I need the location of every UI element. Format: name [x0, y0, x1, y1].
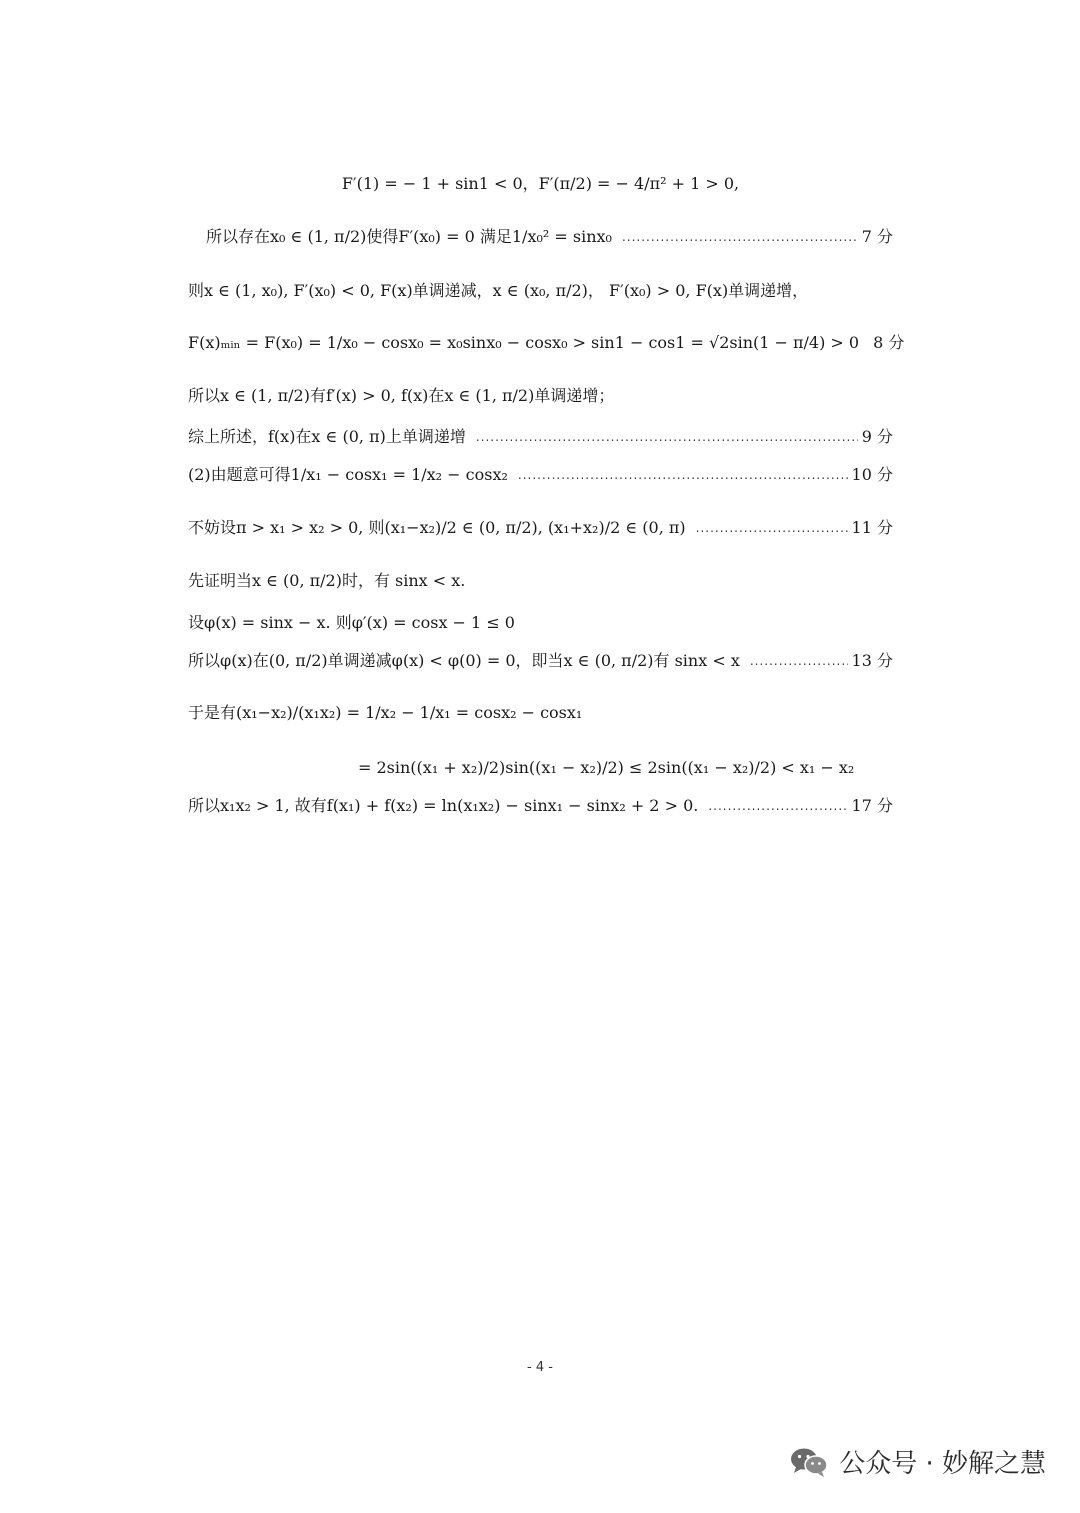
- leader-dots: [708, 796, 847, 816]
- watermark: [789, 1443, 1046, 1480]
- score-label: 10 分: [851, 465, 893, 484]
- wechat-icon: [789, 1446, 829, 1478]
- leader-dots: [476, 427, 858, 447]
- solution-line: F′(1) = − 1 + sin1 < 0，F′(π/2) = − 4/π² + 1 > 0,: [341, 174, 740, 193]
- solution-line: 所以φ(x)在(0, π/2)单调递减φ(x) < φ(0) = 0，即当x ∈ (0, π/2)有 sinx < x ..... 13 分: [188, 651, 893, 671]
- leader-dots: [696, 518, 848, 538]
- solution-line: F(x)ₘᵢₙ = F(x₀) = 1/x₀ − cosx₀ = x₀sinx₀ − cosx₀ > sin1 − cos1 = √2sin(1 − π/4) > 0 8 分: [188, 333, 905, 352]
- solution-line: 不妨设π > x₁ > x₂ > 0, 则(x₁−x₂)/2 ∈ (0, π/2), (x₁+x₂)/2 ∈ (0, π) ..... 11 分: [188, 518, 893, 538]
- page-number: - 4 -: [527, 1360, 553, 1375]
- leader-dots: [622, 227, 858, 247]
- solution-line: 所以x ∈ (1, π/2)有f′(x) > 0, f(x)在x ∈ (1, π/2)单调递增；: [188, 386, 615, 405]
- score-label: 17 分: [851, 796, 893, 815]
- solution-line: 所以x₁x₂ > 1, 故有f(x₁) + f(x₂) = ln(x₁x₂) − sinx₁ − sinx₂ + 2 > 0. ..... 17 分: [188, 796, 893, 816]
- solution-line: = 2sin((x₁ + x₂)/2)sin((x₁ − x₂)/2) ≤ 2sin((x₁ − x₂)/2) < x₁ − x₂: [358, 758, 855, 777]
- solution-line: 综上所述，f(x)在x ∈ (0, π)上单调递增 ..... 9 分: [188, 427, 893, 447]
- watermark-text: 公众号 · 妙解之慧: [839, 1449, 1046, 1479]
- score-label: 8 分: [873, 333, 905, 352]
- score-label: 13 分: [851, 651, 893, 670]
- solution-line: 先证明当x ∈ (0, π/2)时，有 sinx < x.: [188, 571, 466, 590]
- solution-line: 设φ(x) = sinx − x. 则φ′(x) = cosx − 1 ≤ 0: [188, 613, 515, 632]
- solution-line: 所以存在x₀ ∈ (1, π/2)使得F′(x₀) = 0 满足1/x₀² = sinx₀ ..... 7 分: [206, 227, 893, 247]
- score-label: 9 分: [861, 427, 893, 446]
- score-label: 11 分: [851, 518, 893, 537]
- leader-dots: [750, 651, 848, 671]
- leader-dots: [518, 465, 848, 485]
- score-label: 7 分: [861, 227, 893, 246]
- solution-line: 则x ∈ (1, x₀), F′(x₀) < 0, F(x)单调递减，x ∈ (x₀, π/2)， F′(x₀) > 0, F(x)单调递增，: [188, 281, 809, 300]
- solution-line: 于是有(x₁−x₂)/(x₁x₂) = 1/x₂ − 1/x₁ = cosx₂ − cosx₁: [188, 703, 583, 722]
- solution-line: (2)由题意可得1/x₁ − cosx₁ = 1/x₂ − cosx₂ ..... 10 分: [188, 465, 893, 485]
